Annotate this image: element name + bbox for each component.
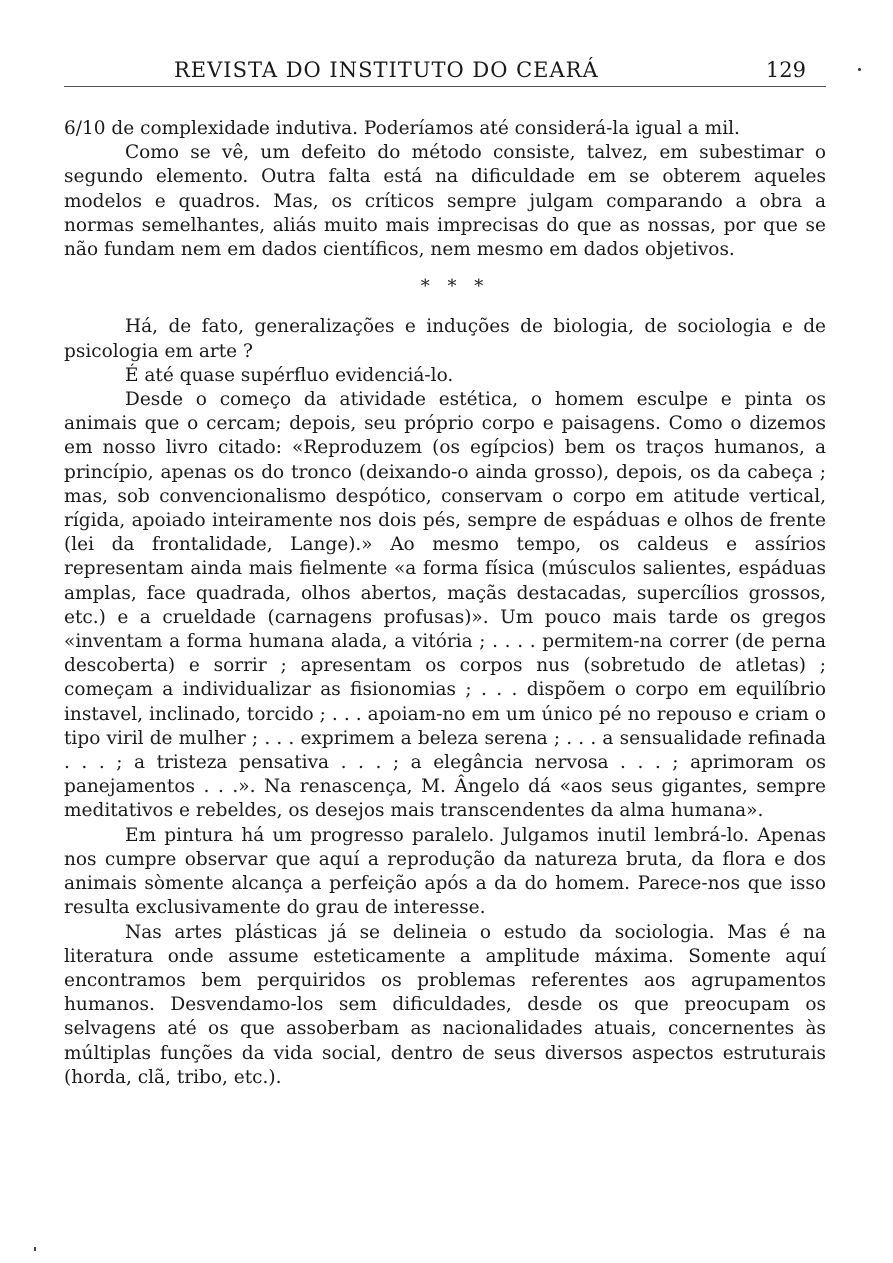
page-number: 129 — [765, 58, 806, 82]
paragraph: Como se vê, um defeito do método consiste, talvez, em subestimar o segundo elemento. Outra falta está na dificuldade em se obterem aqueles modelos e quadros. Mas, os críticos sempre julgam comparando a obra a normas semelhantes, aliás muito mais imprecisas do que as nossas, por que se não fundam nem em dados científicos, nem mesmo em dados objetivos. — [64, 142, 826, 261]
paragraph: Há, de fato, generalizações e induções de biologia, de sociologia e de psicologia em arte ? — [64, 316, 826, 362]
paragraph: 6/10 de complexidade indutiva. Poderíamos até considerá-la igual a mil. — [64, 118, 740, 139]
running-head — [64, 52, 826, 87]
section-separator: * * * — [420, 276, 490, 298]
journal-title: REVISTA DO INSTITUTO DO CEARÁ — [174, 58, 599, 82]
document-page — [64, 52, 826, 1090]
paragraph: Desde o começo da atividade estética, o homem esculpe e pinta os animais que o cercam; depois, seu próprio corpo e paisagens. Como o dizemos em nosso livro citado: «Reproduzem (os egípcios) bem os traços humanos, a princípio, apenas os do tronco (deixando-o ainda grosso), depois, os da cabeça ; mas, sob convencionalismo despótico, conservam o corpo em atitude vertical, rígida, apoiado inteiramente nos dois pés, sempre de espáduas e olhos de frente (lei da frontalidade, Lange).» Ao mesmo tempo, os caldeus e assírios representam ainda mais fielmente «a forma física (músculos salientes, espáduas amplas, face quadrada, olhos abertos, maçãs destacadas, supercílios grossos, etc.) e a crueldade (carnagens profusas)». Um pouco mais tarde os gregos «inventam a forma humana alada, a vitória ; . . . . permitem-na correr (de perna descoberta) e sorrir ; apresentam os corpos nus (sobretudo de atletas) ; começam a individualizar as fisionomias ; . . . dispõem o corpo em equilíbrio instavel, inclinado, torcido ; . . . apoiam-no em um único pé no repouso e criam o tipo viril de mulher ; . . . exprimem a beleza serena ; . . . a sensualidade refinada . . . ; a tristeza pensativa . . . ; a elegância nervosa . . . ; aprimoram os panejamentos . . .». Na renascença, M. Ângelo dá «aos seus gigantes, sempre meditativos e rebeldes, os desejos mais transcendentes da alma humana». — [64, 389, 826, 822]
paragraph: É até quase supérfluo evidenciá-lo. — [125, 364, 454, 386]
paragraph: Nas artes plásticas já se delineia o estudo da sociologia. Mas é na literatura onde assume esteticamente a amplitude máxima. Somente aquí encontramos bem perquiridos os problemas referentes aos agrupamentos humanos. Desvendamo-los sem dificuldades, desde os que preocupam os selvagens até os que assoberbam as nacionalidades atuais, concernentes às múltiplas funções da vida social, dentro de seus diversos aspectos estruturais (horda, clã, tribo, etc.). — [64, 921, 826, 1088]
body-text — [64, 117, 826, 1090]
scan-speck — [34, 1247, 36, 1251]
paragraph: Em pintura há um progresso paralelo. Julgamos inutil lembrá-lo. Apenas nos cumpre observar que aquí a reprodução da natureza bruta, da flora e dos animais sòmente alcança a perfeição após a da do homem. Parece-nos que isso resulta exclusivamente do grau de interesse. — [64, 824, 826, 919]
margin-mark — [858, 68, 861, 71]
